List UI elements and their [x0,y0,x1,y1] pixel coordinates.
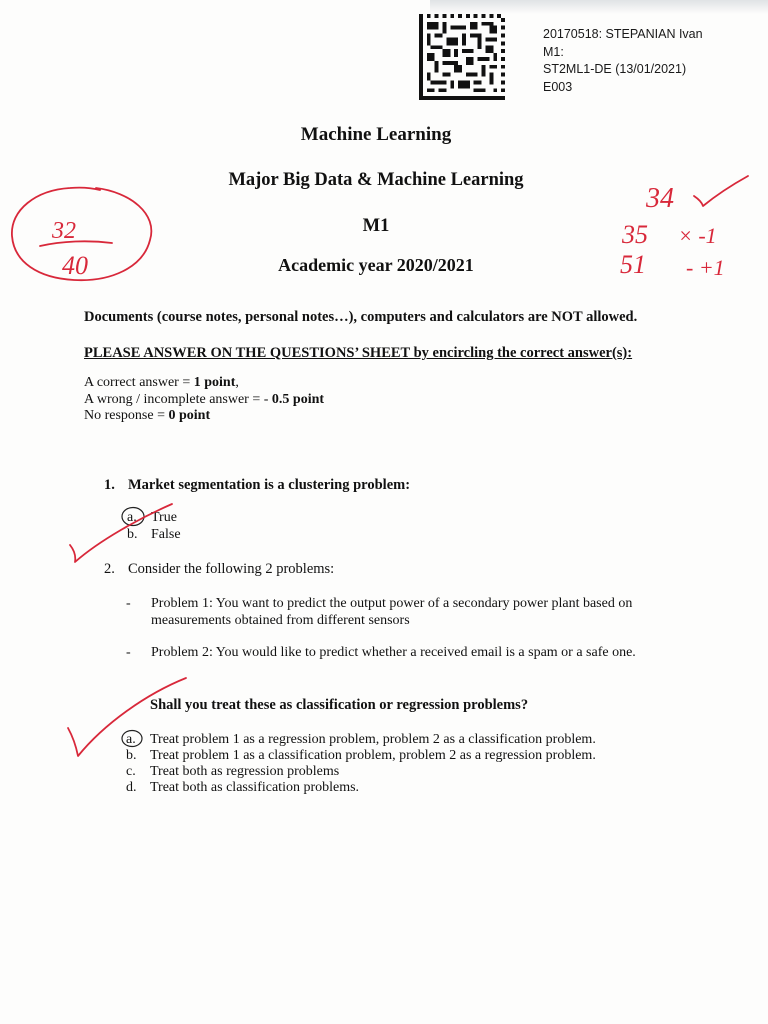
problem-2-dash: - [126,645,131,660]
option-text: Treat problem 1 as a regression problem, problem 2 as a classification problem. [150,732,596,747]
question-2-option-b[interactable] [126,748,596,764]
exam-rules: Documents (course notes, personal notes…), computers and calculators are NOT allowed. [84,309,638,325]
option-text: Treat both as classification problems. [150,780,360,795]
option-text: True [151,510,177,525]
question-2-option-a[interactable] [126,732,596,748]
question-1 [104,477,410,494]
question-1-text: Market segmentation is a clustering problem: [128,477,411,493]
level-title: M1 [362,216,390,236]
tally-row1-right: × -1 [678,223,717,248]
score-fraction-bar [40,241,112,246]
question-2-option-c[interactable] [126,764,339,780]
option-letter: a. [127,510,137,525]
question-2 [104,561,334,578]
option-letter: a. [126,732,136,747]
scoring-correct: A correct answer = 1 point, [84,375,239,390]
option-text: Treat both as regression problems [150,764,340,779]
question-1-number: 1. [104,477,115,493]
question-1-option-a[interactable] [127,510,177,526]
tally-row2-left: 51 [620,250,646,279]
candidate-room: E003 [543,79,573,94]
option-letter: c. [126,764,136,779]
question-1-option-b[interactable] [127,527,181,543]
major-title: Major Big Data & Machine Learning [228,170,524,190]
question-2-option-d[interactable] [126,780,359,796]
option-letter: d. [126,780,137,795]
academic-year: Academic year 2020/2021 [278,255,474,275]
datamatrix-barcode [418,14,506,100]
tally-total: 34 [646,183,674,214]
option-text: Treat problem 1 as a classification problem, problem 2 as a regression problem. [150,748,596,763]
option-letter: b. [126,748,137,763]
option-letter: b. [127,527,138,542]
scoring-wrong: A wrong / incomplete answer = - 0.5 point [84,391,325,407]
question-2-number: 2. [104,561,115,577]
question-2-text: Consider the following 2 problems: [128,561,335,577]
tally-row1-left: 35 [622,220,648,249]
question-2-subquestion: Shall you treat these as classification or regression problems? [150,697,529,713]
tally-row2-right: - +1 [686,255,725,280]
candidate-info [543,26,703,96]
problem-2 [126,645,686,679]
scoring-none: No response = 0 point [84,408,211,423]
problem-2-text: Problem 2: You would like to predict whether a received email is a spam or a safe one. [151,645,636,660]
candidate-exam-code: ST2ML1-DE (13/01/2021) [543,62,687,76]
scan-smudge [430,0,768,14]
scoring-rules [84,375,324,425]
problem-1 [126,596,686,630]
candidate-level: M1: [543,44,564,59]
score-numerator: 32 [52,218,76,244]
score-denominator: 40 [62,251,88,280]
option-text: False [151,527,181,542]
answer-instructions: PLEASE ANSWER ON THE QUESTIONS’ SHEET by encircling the correct answer(s): [84,345,633,361]
problem-1-text: Problem 1: You want to predict the output power of a secondary power plant based on measurements obtained from different sensors [151,596,633,628]
candidate-id-name: 20170518: STEPANIAN Ivan [543,27,703,41]
course-title: Machine Learning [300,124,452,145]
problem-1-dash: - [126,596,131,611]
